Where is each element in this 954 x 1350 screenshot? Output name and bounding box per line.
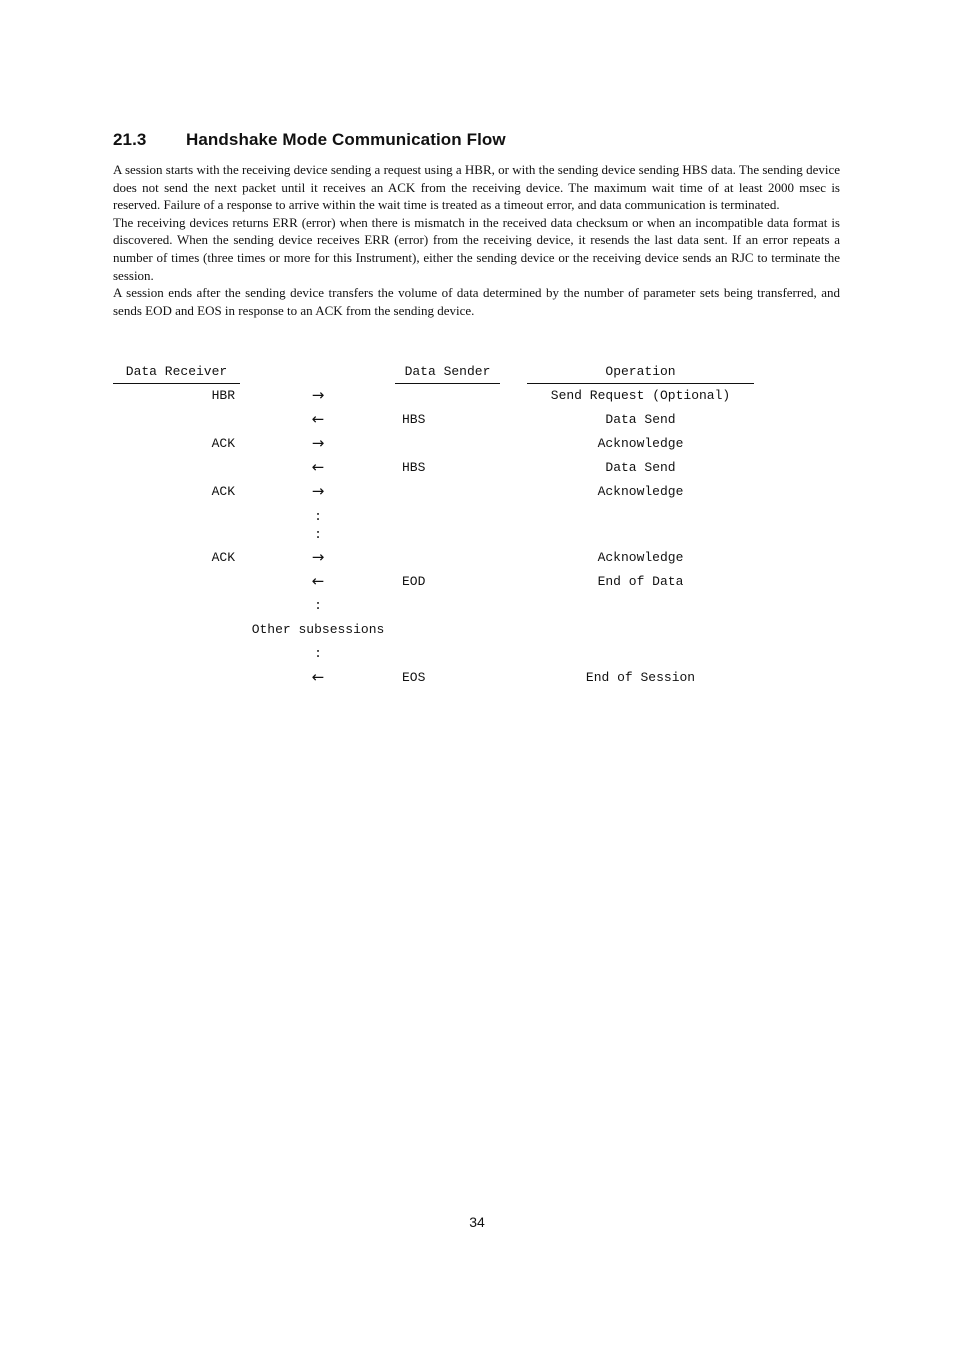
- row-direction: :: [314, 509, 322, 524]
- row-operation: Acknowledge: [597, 484, 684, 499]
- row-direction: ←: [311, 458, 325, 476]
- row-operation: Acknowledge: [597, 550, 684, 565]
- header-data-sender: Data Sender: [404, 364, 491, 379]
- row-operation: End of Session: [585, 670, 696, 685]
- header-underline: [395, 383, 500, 384]
- row-receiver: ACK: [211, 436, 235, 451]
- row-direction: Other subsessions: [251, 622, 385, 637]
- header-underline: [527, 383, 754, 384]
- paragraph: A session ends after the sending device transfers the volume of data determined by the number of parameter sets being transferred, and sends EOD and EOS in response to an ACK from the sending device.: [113, 285, 840, 318]
- row-sender: HBS: [402, 412, 426, 427]
- header-underline: [113, 383, 240, 384]
- row-operation: End of Data: [597, 574, 684, 589]
- row-direction: ←: [311, 410, 325, 428]
- row-direction: ←: [311, 572, 325, 590]
- row-direction: →: [311, 482, 325, 500]
- row-operation: Data Send: [605, 460, 676, 475]
- section-title: Handshake Mode Communication Flow: [186, 130, 506, 149]
- row-sender: EOD: [402, 574, 426, 589]
- row-operation: Acknowledge: [597, 436, 684, 451]
- row-sender: HBS: [402, 460, 426, 475]
- paragraph: The receiving devices returns ERR (error) when there is mismatch in the received data checksum or when an incompatible data format is discovered. When the sending device receives ERR (error) from the receiving device, it resends the last data sent. If an error repeats a number of times (three times or more for this Instrument), either the sending device or the receiving device sends an RJC to terminate the session.: [113, 214, 840, 283]
- row-direction: :: [314, 646, 322, 661]
- paragraph: A session starts with the receiving device sending a request using a HBR, or with the sending device sending HBS data. The sending device does not send the next packet until it receives an ACK from the receiving device. The maximum wait time of at least 2000 msec is reserved. Failure of a response to arrive within the wait time is treated as a timeout error, and data communication is terminated.: [113, 162, 840, 213]
- row-direction: :: [314, 598, 322, 613]
- row-direction: ←: [311, 668, 325, 686]
- row-direction: →: [311, 386, 325, 404]
- row-direction: →: [311, 548, 325, 566]
- page-number: 34: [469, 1214, 485, 1230]
- row-direction: →: [311, 434, 325, 452]
- row-sender: EOS: [402, 670, 426, 685]
- row-direction: :: [314, 527, 322, 542]
- row-receiver: HBR: [211, 388, 235, 403]
- row-receiver: ACK: [211, 550, 235, 565]
- row-operation: Data Send: [605, 412, 676, 427]
- header-data-receiver: Data Receiver: [125, 364, 228, 379]
- row-operation: Send Request (Optional): [550, 388, 731, 403]
- header-operation: Operation: [605, 364, 676, 379]
- section-number: 21.3: [113, 130, 147, 149]
- row-receiver: ACK: [211, 484, 235, 499]
